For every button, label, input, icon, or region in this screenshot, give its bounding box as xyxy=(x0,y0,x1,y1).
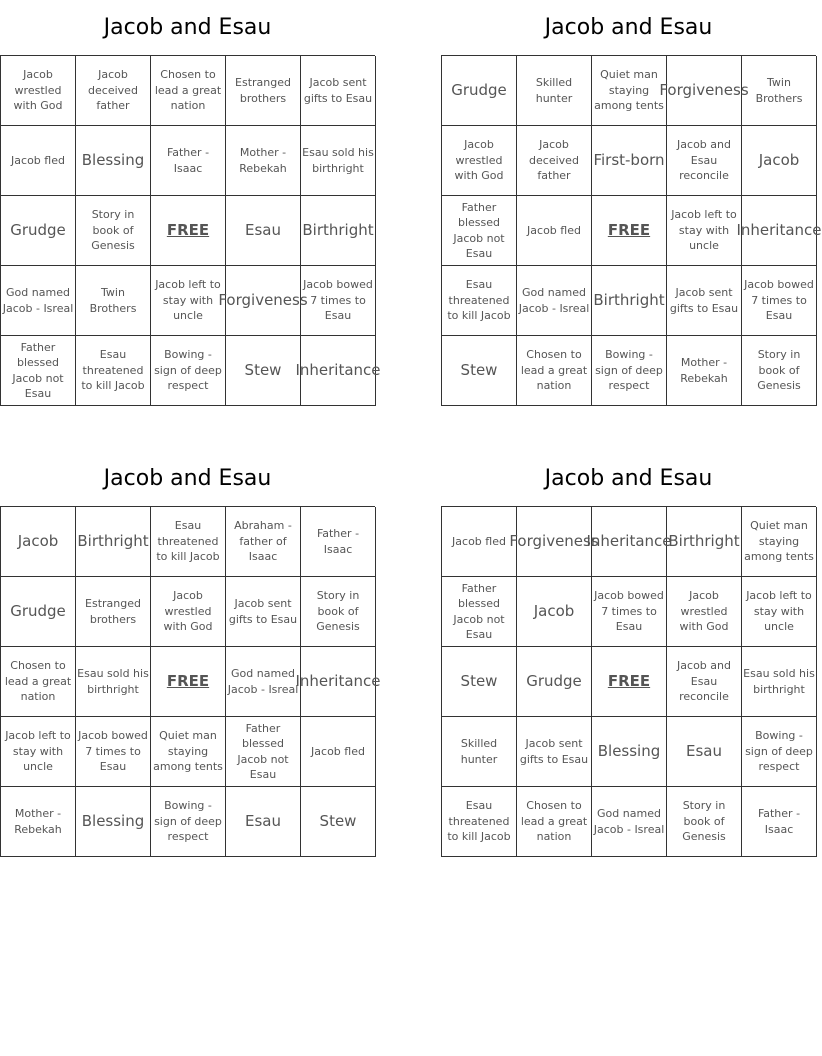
bingo-cell: Twin Brothers xyxy=(742,56,817,126)
bingo-cell: Bowing - sign of deep respect xyxy=(151,336,226,406)
bingo-cell: First-born xyxy=(592,126,667,196)
bingo-cell: Abraham - father of Isaac xyxy=(226,507,301,577)
free-space-cell: FREE xyxy=(592,196,667,266)
bingo-cell: Esau sold his birthright xyxy=(742,647,817,717)
bingo-cell: Jacob fled xyxy=(442,507,517,577)
bingo-cell: Jacob xyxy=(742,126,817,196)
bingo-cell: Mother - Rebekah xyxy=(226,126,301,196)
bingo-cell: God named Jacob - Isreal xyxy=(517,266,592,336)
bingo-cell: Stew xyxy=(301,787,376,857)
bingo-grid xyxy=(441,506,816,857)
bingo-cell: Mother - Rebekah xyxy=(1,787,76,857)
bingo-cell: Skilled hunter xyxy=(442,717,517,787)
bingo-cell: Blessing xyxy=(76,126,151,196)
bingo-cell: Esau threatened to kill Jacob xyxy=(442,266,517,336)
bingo-cell: Grudge xyxy=(442,56,517,126)
bingo-cell: Father blessed Jacob not Esau xyxy=(442,196,517,266)
bingo-cell: Skilled hunter xyxy=(517,56,592,126)
bingo-cell: Jacob left to stay with uncle xyxy=(1,717,76,787)
bingo-cell: Quiet man staying among tents xyxy=(592,56,667,126)
bingo-cell: Esau threatened to kill Jacob xyxy=(151,507,226,577)
bingo-cell: Esau threatened to kill Jacob xyxy=(76,336,151,406)
bingo-cell: Esau sold his birthright xyxy=(76,647,151,717)
bingo-cell: Grudge xyxy=(1,196,76,266)
bingo-card-4 xyxy=(441,451,816,857)
bingo-cell: Jacob bowed 7 times to Esau xyxy=(301,266,376,336)
bingo-cell: Chosen to lead a great nation xyxy=(1,647,76,717)
bingo-cell: Story in book of Genesis xyxy=(667,787,742,857)
card-title: Jacob and Esau xyxy=(544,15,713,40)
bingo-cell: Forgiveness xyxy=(517,507,592,577)
bingo-cell: Esau xyxy=(226,787,301,857)
bingo-cell: Father - Isaac xyxy=(742,787,817,857)
bingo-cell: Jacob left to stay with uncle xyxy=(742,577,817,647)
bingo-cell: Father - Isaac xyxy=(151,126,226,196)
bingo-cell: Story in book of Genesis xyxy=(301,577,376,647)
bingo-cell: Jacob sent gifts to Esau xyxy=(667,266,742,336)
bingo-cell: Jacob wrestled with God xyxy=(442,126,517,196)
bingo-cell: Stew xyxy=(442,336,517,406)
bingo-cell: Grudge xyxy=(1,577,76,647)
free-space-cell: FREE xyxy=(151,196,226,266)
bingo-cell: Jacob bowed 7 times to Esau xyxy=(742,266,817,336)
bingo-cell: Birthright xyxy=(667,507,742,577)
bingo-cell: Estranged brothers xyxy=(76,577,151,647)
bingo-cell: Jacob left to stay with uncle xyxy=(151,266,226,336)
bingo-grid xyxy=(0,55,381,406)
bingo-cell: Twin Brothers xyxy=(76,266,151,336)
bingo-cell: Jacob wrestled with God xyxy=(151,577,226,647)
bingo-cell: Inheritance xyxy=(301,647,376,717)
bingo-cell: Blessing xyxy=(592,717,667,787)
bingo-cell: Jacob and Esau reconcile xyxy=(667,126,742,196)
bingo-cell: Esau xyxy=(226,196,301,266)
bingo-cell: Stew xyxy=(226,336,301,406)
bingo-cell: Story in book of Genesis xyxy=(742,336,817,406)
bingo-cell: Jacob deceived father xyxy=(76,56,151,126)
bingo-cell: Birthright xyxy=(592,266,667,336)
card-title: Jacob and Esau xyxy=(544,466,713,491)
bingo-card-2 xyxy=(441,0,822,406)
bingo-cell: Jacob and Esau reconcile xyxy=(667,647,742,717)
bingo-cell: Esau xyxy=(667,717,742,787)
bingo-cell: Esau sold his birthright xyxy=(301,126,376,196)
bingo-cell: Jacob bowed 7 times to Esau xyxy=(592,577,667,647)
bingo-cell: Inheritance xyxy=(742,196,817,266)
card-title: Jacob and Esau xyxy=(103,15,272,40)
bingo-cell: Chosen to lead a great nation xyxy=(151,56,226,126)
bingo-cell: Birthright xyxy=(301,196,376,266)
bingo-cell: God named Jacob - Isreal xyxy=(1,266,76,336)
bingo-cell: Jacob wrestled with God xyxy=(1,56,76,126)
bingo-cell: Jacob xyxy=(1,507,76,577)
bingo-cell: Jacob fled xyxy=(1,126,76,196)
bingo-card-3 xyxy=(0,451,381,857)
bingo-cell: Chosen to lead a great nation xyxy=(517,787,592,857)
bingo-cell: Father - Isaac xyxy=(301,507,376,577)
bingo-cell: Blessing xyxy=(76,787,151,857)
bingo-cell: Stew xyxy=(442,647,517,717)
bingo-cell: God named Jacob - Isreal xyxy=(592,787,667,857)
bingo-cell: Father blessed Jacob not Esau xyxy=(442,577,517,647)
bingo-grid xyxy=(441,55,822,406)
bingo-cell: Jacob bowed 7 times to Esau xyxy=(76,717,151,787)
free-space-cell: FREE xyxy=(592,647,667,717)
bingo-cell: Father blessed Jacob not Esau xyxy=(1,336,76,406)
bingo-cell: Grudge xyxy=(517,647,592,717)
bingo-cell: Jacob sent gifts to Esau xyxy=(301,56,376,126)
bingo-cell: Quiet man staying among tents xyxy=(742,507,817,577)
bingo-cell: Story in book of Genesis xyxy=(76,196,151,266)
bingo-cell: Jacob wrestled with God xyxy=(667,577,742,647)
bingo-cell: Estranged brothers xyxy=(226,56,301,126)
bingo-cell: Father blessed Jacob not Esau xyxy=(226,717,301,787)
bingo-cell: Jacob sent gifts to Esau xyxy=(517,717,592,787)
bingo-cell: Birthright xyxy=(76,507,151,577)
card-title: Jacob and Esau xyxy=(103,466,272,491)
bingo-card-1 xyxy=(0,0,381,406)
bingo-cell: Bowing - sign of deep respect xyxy=(151,787,226,857)
bingo-cell: Inheritance xyxy=(301,336,376,406)
bingo-cell: Jacob xyxy=(517,577,592,647)
bingo-cell: Quiet man staying among tents xyxy=(151,717,226,787)
bingo-cell: Chosen to lead a great nation xyxy=(517,336,592,406)
bingo-cell: Esau threatened to kill Jacob xyxy=(442,787,517,857)
free-space-cell: FREE xyxy=(151,647,226,717)
bingo-cell: Jacob sent gifts to Esau xyxy=(226,577,301,647)
bingo-cell: God named Jacob - Isreal xyxy=(226,647,301,717)
bingo-cell: Inheritance xyxy=(592,507,667,577)
bingo-cell: Bowing - sign of deep respect xyxy=(592,336,667,406)
bingo-cell: Forgiveness xyxy=(667,56,742,126)
bingo-cell: Jacob deceived father xyxy=(517,126,592,196)
bingo-cell: Mother - Rebekah xyxy=(667,336,742,406)
bingo-cell: Bowing - sign of deep respect xyxy=(742,717,817,787)
bingo-cell: Jacob fled xyxy=(301,717,376,787)
bingo-cell: Forgiveness xyxy=(226,266,301,336)
bingo-cell: Jacob fled xyxy=(517,196,592,266)
bingo-grid xyxy=(0,506,381,857)
bingo-cell: Jacob left to stay with uncle xyxy=(667,196,742,266)
